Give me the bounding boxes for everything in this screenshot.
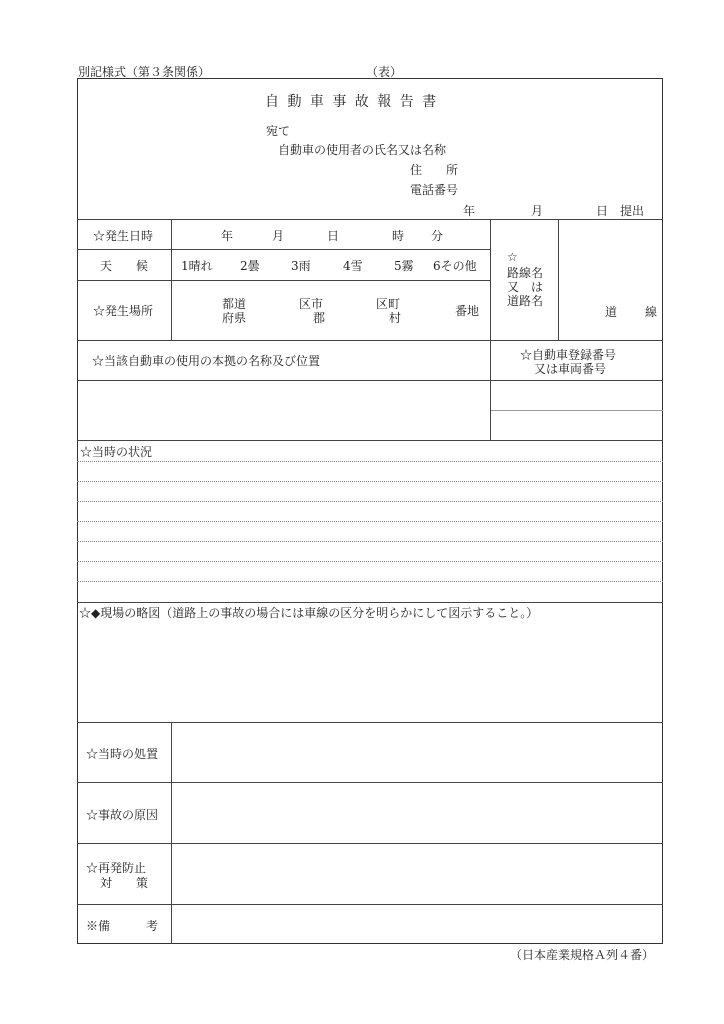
ruled-line	[77, 541, 663, 542]
divider	[171, 722, 172, 944]
place-pref-top: 都道	[222, 297, 247, 311]
weather-option: 3雨	[291, 259, 311, 273]
address-label: 住 所	[410, 163, 459, 177]
place-pref-bottom: 府県	[222, 311, 247, 325]
paper-size-note: （日本産業規格Ａ列４番）	[510, 948, 655, 962]
ruled-line	[77, 501, 663, 502]
prevention-label: ☆再発防止	[86, 861, 147, 875]
place-city-bottom: 郡	[313, 311, 326, 325]
prevention-label-2: 対 策	[100, 876, 149, 890]
report-form	[77, 78, 663, 944]
submit-label: 提出	[620, 204, 645, 218]
weather-option: 4雪	[343, 259, 363, 273]
datetime-hour: 時	[392, 229, 405, 243]
form-reference: 別記様式（第３条関係）	[78, 65, 211, 79]
route-line-unit: 線	[645, 305, 658, 319]
place-town-top: 区町	[376, 297, 401, 311]
divider	[490, 219, 491, 440]
route-label-3: 道路名	[507, 294, 544, 308]
divider	[490, 410, 663, 411]
route-label-2: 又 は	[507, 280, 544, 294]
datetime-day: 日	[327, 229, 340, 243]
divider	[77, 340, 663, 341]
divider	[558, 219, 559, 340]
weather-option: 2曇	[240, 259, 260, 273]
datetime-label: ☆発生日時	[93, 229, 154, 243]
registration-label-2: 又は車両番号	[534, 362, 607, 376]
submit-year: 年	[463, 204, 476, 218]
place-city-top: 区市	[299, 297, 324, 311]
place-town-bottom: 村	[389, 311, 402, 325]
weather-label: 天 候	[100, 259, 149, 273]
weather-option: 1晴れ	[181, 259, 213, 273]
place-banchi: 番地	[455, 304, 480, 318]
submit-month: 月	[531, 204, 544, 218]
divider	[77, 380, 663, 381]
divider	[77, 219, 663, 220]
ruled-line	[77, 461, 663, 462]
route-label-1: 路線名	[507, 266, 544, 280]
ruled-line	[77, 561, 663, 562]
divider	[77, 782, 663, 783]
addressee-to: 宛て	[266, 124, 291, 138]
datetime-month: 月	[272, 229, 285, 243]
datetime-year: 年	[221, 229, 234, 243]
sketch-label: ☆◆現場の略図（道路上の事故の場合には車線の区分を明らかにして図示すること。）	[79, 606, 539, 620]
form-title: 自 動 車 事 故 報 告 書	[265, 94, 439, 110]
ruled-line	[77, 581, 663, 582]
divider	[77, 249, 490, 250]
cause-label: ☆事故の原因	[86, 808, 159, 822]
divider	[77, 843, 663, 844]
phone-label: 電話番号	[410, 183, 459, 197]
base-location-label: ☆当該自動車の使用の本拠の名称及び位置	[92, 354, 321, 368]
page-side: （表）	[366, 65, 403, 79]
registration-label: ☆自動車登録番号	[520, 348, 617, 362]
route-star: ☆	[507, 250, 518, 264]
route-road-unit: 道	[605, 305, 618, 319]
divider	[77, 904, 663, 905]
divider	[77, 722, 663, 723]
weather-option: 6その他	[433, 259, 477, 273]
situation-label: ☆当時の状況	[80, 445, 153, 459]
divider	[77, 440, 663, 441]
response-label: ☆当時の処置	[86, 747, 159, 761]
user-name-label: 自動車の使用者の氏名又は名称	[278, 143, 447, 157]
divider	[77, 280, 490, 281]
divider	[77, 602, 663, 603]
place-label: ☆発生場所	[93, 304, 154, 318]
ruled-line	[77, 521, 663, 522]
ruled-line	[77, 481, 663, 482]
weather-option: 5霧	[394, 259, 414, 273]
datetime-minute: 分	[431, 229, 444, 243]
divider	[171, 219, 172, 340]
remarks-label: ※備 考	[86, 919, 159, 933]
submit-day: 日	[596, 204, 609, 218]
